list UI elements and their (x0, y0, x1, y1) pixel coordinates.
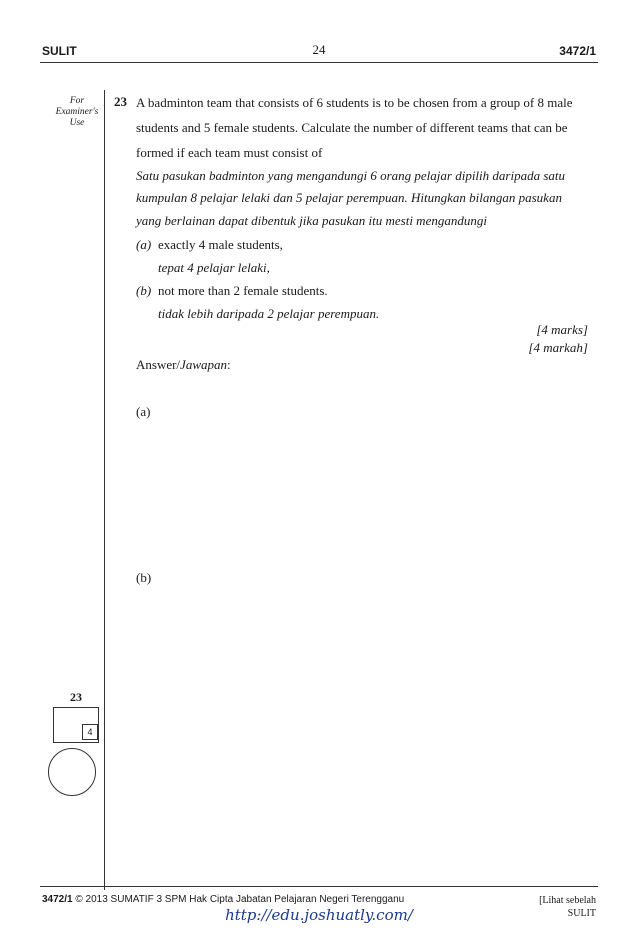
answer-label-colon: : (227, 357, 231, 372)
header-sulit: SULIT (42, 44, 77, 58)
part-a-text-en: exactly 4 male students, (158, 237, 283, 252)
answer-label (136, 357, 231, 373)
footer-sulit: SULIT (567, 908, 596, 919)
answer-part-a-label: (a) (136, 404, 151, 419)
examiner-note (52, 96, 102, 129)
examiner-note-line1: For (69, 96, 85, 106)
score-box-max-marks: 4 (82, 724, 98, 740)
question-text-ms-2: kumpulan 8 pelajar lelaki dan 5 pelajar perempuan. Hitungkan bilangan pasukan (136, 190, 562, 205)
question-text-ms-3: yang berlainan dapat dibentuk jika pasukan itu mesti mengandungi (136, 213, 487, 228)
footer-divider (40, 886, 598, 887)
question-number: 23 (114, 94, 127, 109)
part-b-text-ms: tidak lebih daripada 2 pelajar perempuan. (158, 306, 380, 321)
marks-en: [4 marks] (536, 322, 588, 337)
score-box-question-number: 23 (70, 690, 82, 704)
question-text-en-1: A badminton team that consists of 6 students is to be chosen from a group of 8 male (136, 95, 573, 110)
part-a-text-ms: tepat 4 pelajar lelaki, (158, 260, 270, 275)
question-text-en-2: students and 5 female students. Calculate the number of different teams that can be (136, 120, 568, 135)
answer-part-b-label: (b) (136, 570, 152, 585)
examiner-note-line3: Use (69, 118, 85, 128)
footer-code: 3472/1 (42, 894, 73, 905)
footer-lihat-sebelah: [Lihat sebelah (539, 895, 596, 906)
paper-code: 3472/1 (559, 44, 596, 58)
source-url: http://edu.joshuatly.com/ (225, 906, 413, 924)
part-a-label: (a) (136, 237, 152, 252)
page-number: 24 (312, 42, 326, 57)
question-text-ms-1: Satu pasukan badminton yang mengandungi 6 orang pelajar dipilih daripada satu (136, 168, 565, 183)
footer-copyright-text: © 2013 SUMATIF 3 SPM Hak Cipta Jabatan Pelajaran Negeri Terengganu (75, 894, 405, 905)
part-b-text-en: not more than 2 female students. (158, 283, 328, 298)
answer-label-en: Answer/ (136, 357, 181, 372)
question-text-en-3: formed if each team must consist of (136, 145, 323, 160)
score-circle (48, 748, 96, 796)
footer-copyright (42, 894, 404, 905)
examiner-note-line2: Examiner's (55, 107, 99, 117)
header-divider (40, 62, 598, 63)
part-b-label: (b) (136, 283, 152, 298)
margin-divider (104, 90, 105, 890)
marks-ms: [4 markah] (528, 340, 588, 355)
answer-label-ms: Jawapan (180, 357, 227, 372)
